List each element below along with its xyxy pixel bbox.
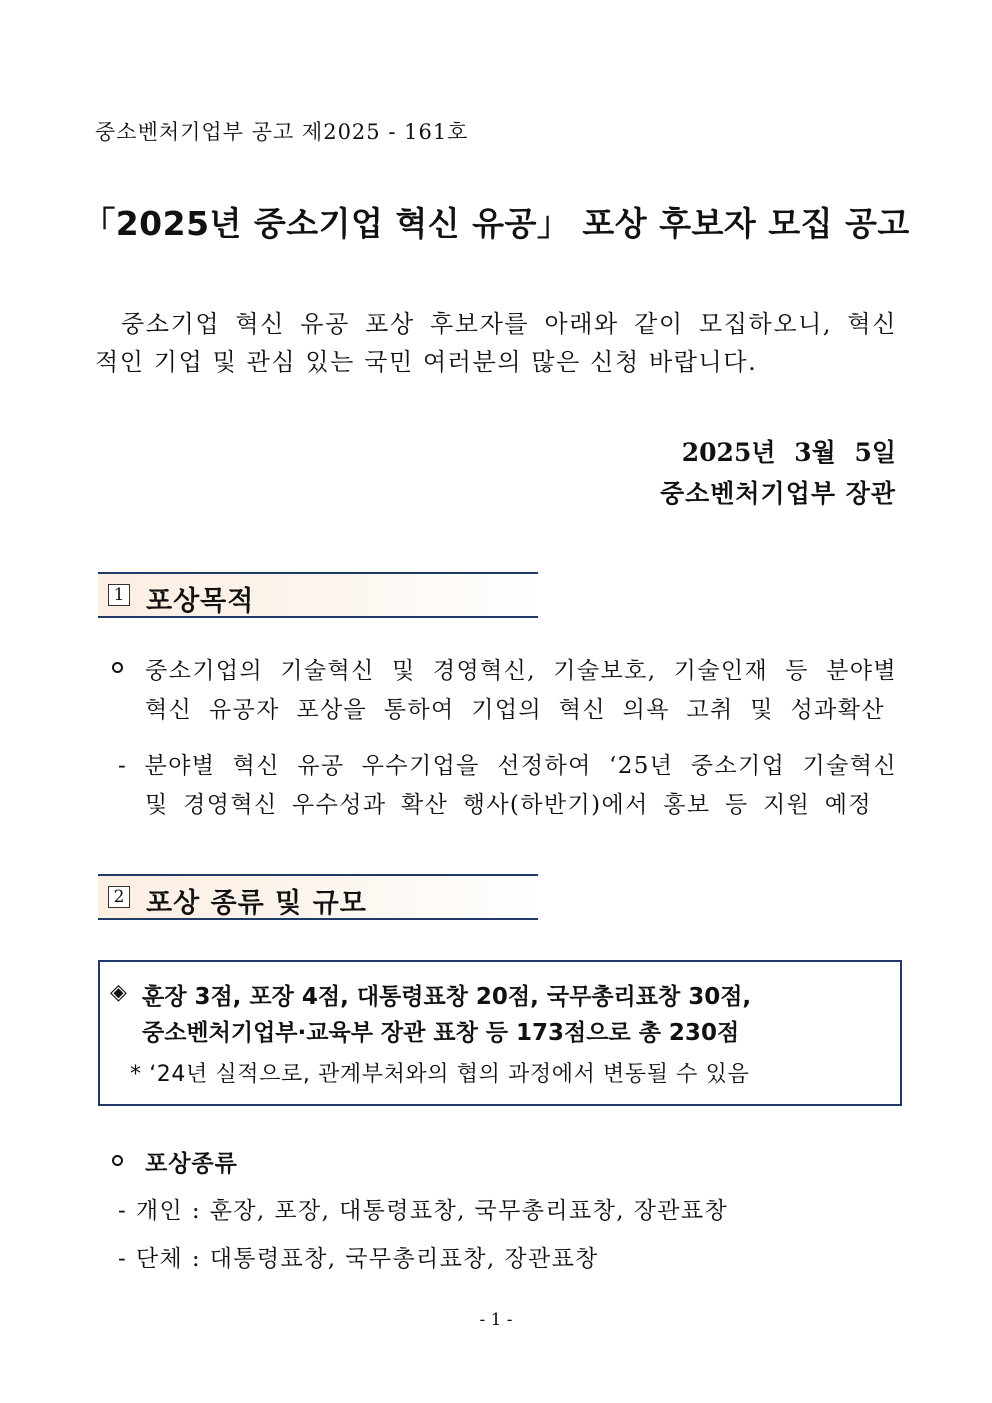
section-header-award-types (98, 874, 538, 920)
page-number: - 1 - (479, 1310, 513, 1330)
summary-line-2: 중소벤처기업부·교육부 장관 표창 등 173점으로 총 230점 (142, 1020, 740, 1046)
issue-date: 2025년 3월 5일 (681, 438, 896, 467)
circle-bullet-icon (112, 1155, 123, 1166)
award-summary-box (98, 960, 902, 1106)
section-title: 포상 종류 및 규모 (146, 888, 367, 919)
summary-line-1: 훈장 3점, 포장 4점, 대통령표창 20점, 국무총리표창 30점, (142, 984, 752, 1010)
section-number: 2 (108, 886, 130, 908)
issuer: 중소벤처기업부 장관 (659, 479, 896, 508)
notice-number: 중소벤처기업부 공고 제2025 - 161호 (95, 120, 469, 144)
section-title: 포상목적 (146, 586, 255, 617)
circle-bullet-icon (112, 662, 123, 673)
purpose-line-1: 중소기업의 기술혁신 및 경영혁신, 기술보호, 기술인재 등 분야별 (145, 658, 897, 684)
award-types-heading: 포상종류 (145, 1150, 238, 1177)
document-title: 「2025년 중소기업 혁신 유공」 포상 후보자 모집 공고 (82, 204, 910, 243)
section-number: 1 (108, 584, 130, 606)
purpose-line-2: 혁신 유공자 포상을 통하여 기업의 혁신 의욕 고취 및 성과확산 (145, 697, 885, 723)
intro-line-1: 중소기업 혁신 유공 포상 후보자를 아래와 같이 모집하오니, 혁신 (121, 310, 897, 338)
award-types-group: - 단체 : 대통령표창, 국무총리표창, 장관표창 (118, 1246, 599, 1272)
award-types-individual: - 개인 : 훈장, 포장, 대통령표창, 국무총리표창, 장관표창 (118, 1198, 729, 1224)
summary-note: * ‘24년 실적으로, 관계부처와의 협의 과정에서 변동될 수 있음 (130, 1062, 750, 1087)
section-header-purpose (98, 572, 538, 618)
diamond-bullet-icon: ◈ (110, 980, 127, 1005)
intro-line-2: 적인 기업 및 관심 있는 국민 여러분의 많은 신청 바랍니다. (95, 348, 758, 376)
detail-line-2: 및 경영혁신 우수성과 확산 행사(하반기)에서 홍보 등 지원 예정 (145, 792, 872, 818)
detail-line-1: - 분야별 혁신 유공 우수기업을 선정하여 ‘25년 중소기업 기술혁신 (118, 753, 897, 779)
